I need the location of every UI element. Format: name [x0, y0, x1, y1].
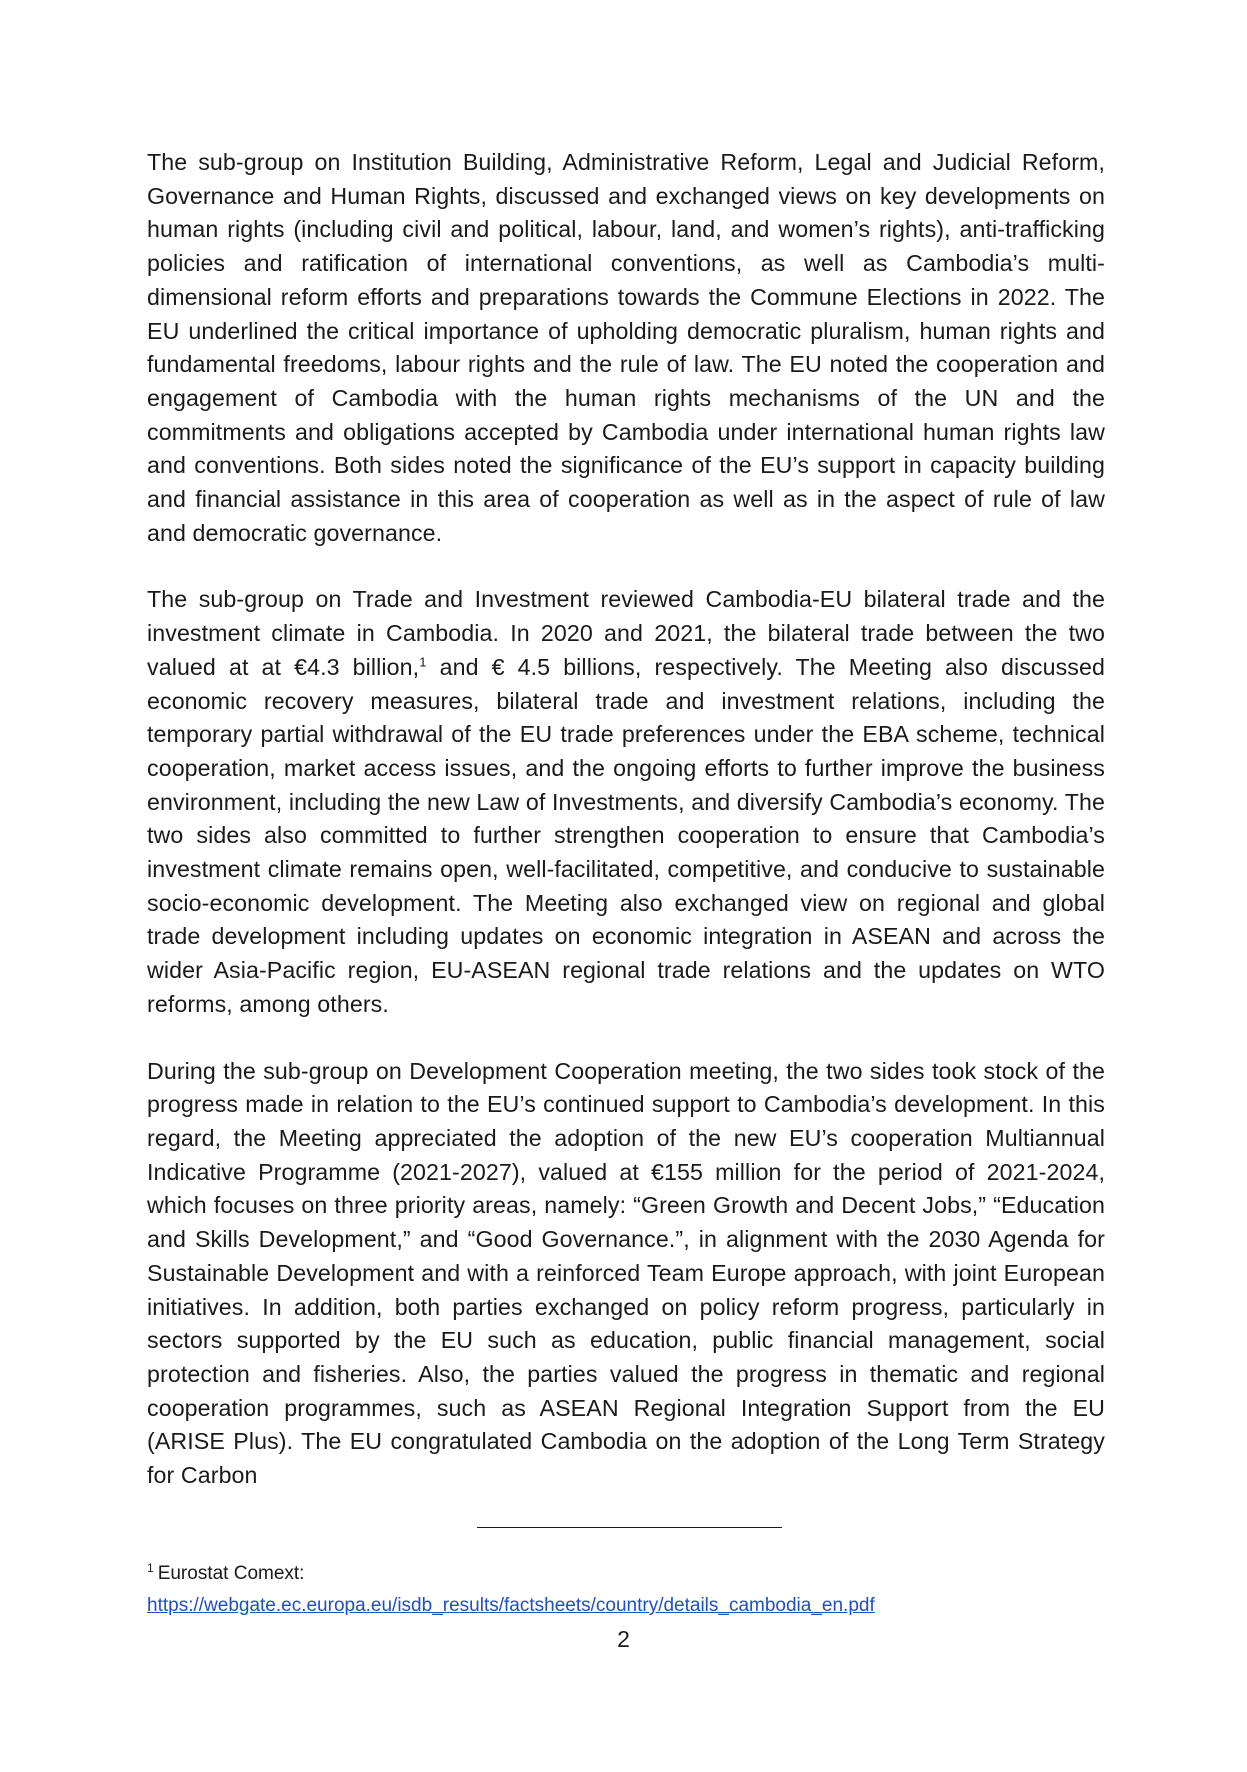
footnote-separator [477, 1527, 782, 1528]
footnote-link-line [147, 1590, 1105, 1622]
footnote-label-line [147, 1558, 1105, 1590]
paragraph-institution-building: The sub-group on Institution Building, Administrative Reform, Legal and Judicial Reform, Governance and Human Rights, discussed and exchanged views on key developments on human rights (including civil and political, labour, land, and women’s rights), anti-trafficking policies and ratification of international conventions, as well as Cambodia’s multi-dimensional reform efforts and preparations towards the Commune Elections in 2022. The EU underlined the critical importance of upholding democratic pluralism, human rights and fundamental freedoms, labour rights and the rule of law. The EU noted the cooperation and engagement of Cambodia with the human rights mechanisms of the UN and the commitments and obligations accepted by Cambodia under international human rights law and conventions. Both sides noted the significance of the EU’s support in capacity building and financial assistance in this area of cooperation as well as in the aspect of rule of law and democratic governance. [147, 149, 1105, 546]
footnote-mark: 1 [147, 1560, 154, 1575]
footnote-label: Eurostat Comext: [157, 1563, 305, 1584]
paragraph-trade-investment [147, 583, 1105, 1021]
footnote-link[interactable]: https://webgate.ec.europa.eu/isdb_results/factsheets/country/details_cambodia_en.pdf [147, 1595, 875, 1616]
page-number: 2 [617, 1626, 630, 1652]
paragraph-development-cooperation: During the sub-group on Development Cooperation meeting, the two sides took stock of the progress made in relation to the EU’s continued support to Cambodia’s development. In this regard, the Meeting appreciated the adoption of the new EU’s cooperation Multiannual Indicative Programme (2021-2027), valued at €155 million for the period of 2021-2024, which focuses on three priority areas, namely: “Green Growth and Decent Jobs,” “Education and Skills Development,” and “Good Governance.”, in alignment with the 2030 Agenda for Sustainable Development and with a reinforced Team Europe approach, with joint European initiatives. In addition, both parties exchanged on policy reform progress, particularly in sectors supported by the EU such as education, public financial management, social protection and fisheries. Also, the parties valued the progress in thematic and regional cooperation programmes, such as ASEAN Regional Integration Support from the EU (ARISE Plus). The EU congratulated Cambodia on the adoption of the Long Term Strategy for Carbon [147, 1057, 1105, 1489]
paragraph-trade-text-before: The sub-group on Trade and Investment reviewed Cambodia-EU bilateral trade and the investment climate in Cambodia. In 2020 and 2021, the bilateral trade between the two valued at at €4.3 billion, [147, 586, 1105, 680]
footnote-reference[interactable]: 1 [419, 654, 427, 670]
footnote [147, 1558, 1105, 1622]
paragraph-trade-text-after: and € 4.5 billions, respectively. The Meeting also discussed economic recovery measures, bilateral trade and investment relations, including the temporary partial withdrawal of the EU trade preferences under the EBA scheme, technical cooperation, market access issues, and the ongoing efforts to further improve the business environment, including the new Law of Investments, and diversify Cambodia’s economy. The two sides also committed to further strengthen cooperation to ensure that Cambodia’s investment climate remains open, well-facilitated, competitive, and conducive to sustainable socio-economic development. The Meeting also exchanged view on regional and global trade development including updates on economic integration in ASEAN and across the wider Asia-Pacific region, EU-ASEAN regional trade relations and the updates on WTO reforms, among others. [147, 653, 1105, 1017]
body-text [147, 146, 1105, 1526]
